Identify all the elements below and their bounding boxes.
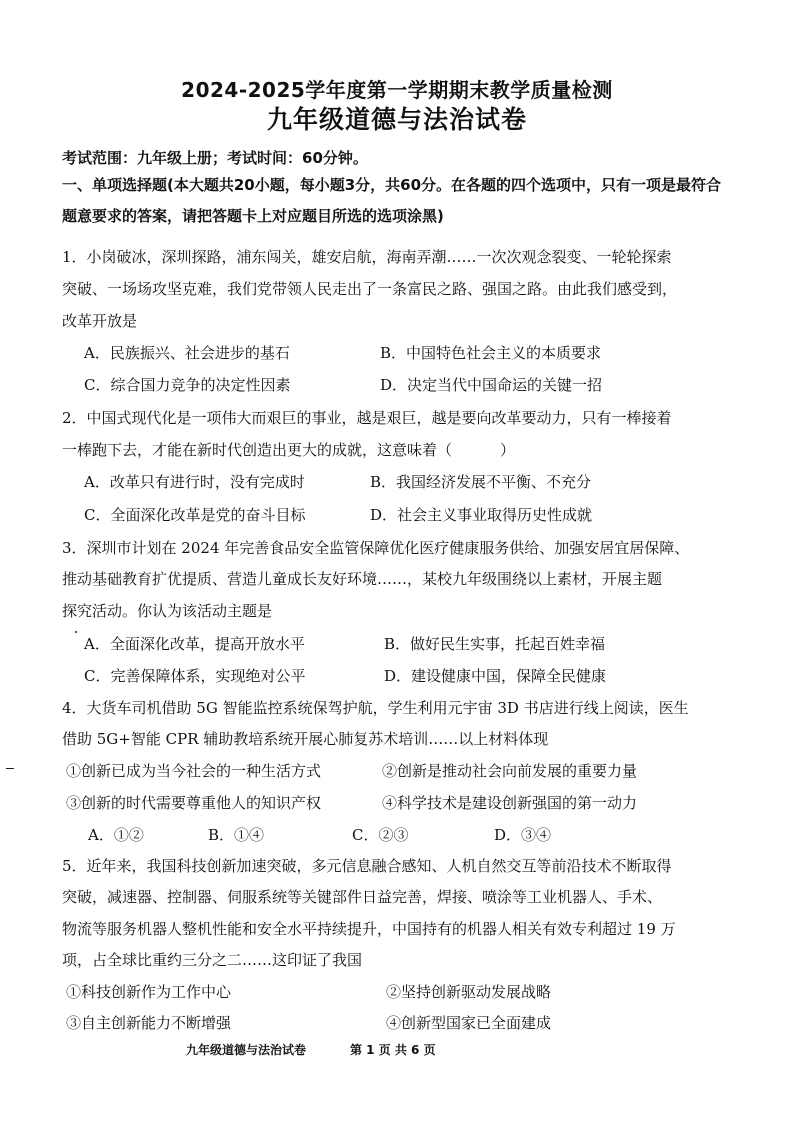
- q1-stem-line-3: 改革开放是: [62, 312, 138, 330]
- q1-option-d: D．决定当代中国命运的关键一招: [380, 376, 603, 394]
- q5-stem-line-4: 项，占全球比重约三分之二……这印证了我国: [62, 951, 363, 969]
- q4-option-c: C．②③: [352, 826, 409, 844]
- q2-stem-line-2-text: 一棒跑下去，才能在新时代创造出更大的成就，这意味着（: [62, 441, 453, 459]
- exam-subtitle: 九年级道德与法治试卷: [266, 105, 527, 134]
- q3-stem-line-1: 3．深圳市计划在 2024 年完善食品安全监管保障优化医疗健康服务供给、加强安居宜居保障、: [62, 539, 690, 557]
- q5-stem-line-2: 突破，减速器、控制器、伺服系统等关键部件日益完善，焊接、喷涂等工业机器人、手术、: [62, 888, 663, 906]
- q3-option-b: B．做好民生实事，托起百姓幸福: [384, 635, 606, 653]
- footer-page-number: 第 1 页 共 6 页: [350, 1043, 436, 1057]
- q4-statement-2: ②创新是推动社会向前发展的重要力量: [382, 762, 638, 780]
- section-heading-line-2: 题意要求的答案，请把答题卡上对应题目所选的选项涂黑): [62, 207, 444, 225]
- scan-speck: [75, 631, 77, 633]
- q3-option-d: D．建设健康中国，保障全民健康: [384, 667, 607, 685]
- q2-stem-line-1: 2．中国式现代化是一项伟大而艰巨的事业，越是艰巨，越是要向改革要动力，只有一棒接着: [62, 409, 672, 427]
- q5-statement-2: ②坚持创新驱动发展战略: [386, 983, 552, 1001]
- q1-stem-line-2: 突破、一场场攻坚克难，我们党带领人民走出了一条富民之路、强国之路。由此我们感受到，: [62, 280, 678, 298]
- q2-option-a: A．改革只有进行时，没有完成时: [84, 473, 305, 491]
- q4-option-d: D．③④: [494, 826, 552, 844]
- q5-statement-1: ①科技创新作为工作中心: [66, 983, 232, 1001]
- q2-option-d: D．社会主义事业取得历史性成就: [370, 506, 593, 524]
- q4-statement-3: ③创新的时代需要尊重他人的知识产权: [66, 794, 322, 812]
- q1-option-b: B．中国特色社会主义的本质要求: [380, 344, 602, 362]
- q2-option-b: B．我国经济发展不平衡、不充分: [370, 473, 592, 491]
- q2-close-paren: ）: [500, 441, 516, 459]
- exam-title: 2024-2025学年度第一学期期末教学质量检测: [181, 78, 613, 102]
- q5-statement-4: ④创新型国家已全面建成: [386, 1014, 552, 1032]
- q4-statement-1: ①创新已成为当今社会的一种生活方式: [66, 762, 322, 780]
- q2-option-c: C．全面深化改革是党的奋斗目标: [84, 506, 306, 524]
- q4-statement-4: ④科学技术是建设创新强国的第一动力: [382, 794, 638, 812]
- q1-option-c: C．综合国力竞争的决定性因素: [84, 376, 291, 394]
- q5-statement-3: ③自主创新能力不断增强: [66, 1014, 232, 1032]
- q4-option-b: B．①④: [208, 826, 265, 844]
- footer-subject: 九年级道德与法治试卷: [186, 1043, 307, 1057]
- q4-stem-line-2: 借助 5G+智能 CPR 辅助教培系统开展心肺复苏术培训……以上材料体现: [62, 730, 549, 748]
- q1-option-a: A．民族振兴、社会进步的基石: [84, 344, 290, 362]
- q5-stem-line-3: 物流等服务机器人整机性能和安全水平持续提升，中国持有的机器人相关有效专利超过 19 万: [62, 920, 676, 938]
- q2-stem-line-2: [62, 440, 515, 460]
- q4-option-a: A．①②: [88, 826, 144, 844]
- section-heading-line-1: 一、单项选择题(本大题共20小题，每小题3分，共60分。在各题的四个选项中，只有一项是最符合: [62, 176, 722, 194]
- margin-mark: [6, 768, 14, 769]
- q4-stem-line-1: 4．大货车司机借助 5G 智能监控系统保驾护航，学生利用元宇宙 3D 书店进行线上阅读，医生: [62, 699, 689, 717]
- q3-option-c: C．完善保障体系，实现绝对公平: [84, 667, 306, 685]
- q3-stem-line-3: 探究活动。你认为该活动主题是: [62, 602, 273, 620]
- q3-option-a: A．全面深化改革，提高开放水平: [84, 635, 305, 653]
- exam-info: 考试范围：九年级上册；考试时间：60分钟。: [62, 149, 368, 167]
- q5-stem-line-1: 5．近年来，我国科技创新加速突破，多元信息融合感知、人机自然交互等前沿技术不断取得: [62, 857, 672, 875]
- q3-stem-line-2: 推动基础教育扩优提质、营造儿童成长友好环境……，某校九年级围绕以上素材，开展主题: [62, 570, 663, 588]
- q1-stem-line-1: 1．小岗破冰，深圳探路，浦东闯关，雄安启航，海南弄潮……一次次观念裂变、一轮轮探索: [62, 248, 672, 266]
